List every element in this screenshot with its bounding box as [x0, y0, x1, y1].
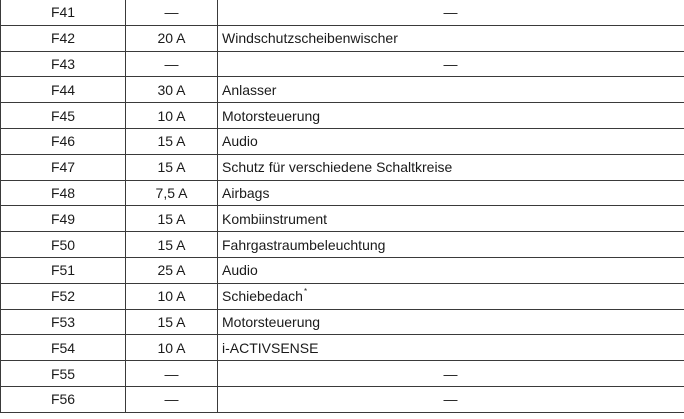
description-cell	[218, 77, 684, 103]
description-cell	[218, 51, 684, 77]
fuse-number-cell: F48	[1, 180, 126, 206]
fuse-number-cell: F43	[1, 51, 126, 77]
description-text: Fahrgastraumbeleuchtung	[222, 236, 386, 253]
footnote-marker: *	[303, 287, 308, 297]
description-text: Motorsteuerung	[222, 313, 321, 330]
table-row	[1, 128, 684, 154]
table-row	[1, 309, 684, 335]
description-text: Audio	[222, 262, 258, 279]
description-cell	[218, 335, 684, 361]
table-row	[1, 361, 684, 387]
fuse-number-cell: F55	[1, 361, 126, 387]
description-text: Schiebedach	[222, 288, 303, 305]
fuse-number-cell: F42	[1, 25, 126, 51]
description-text: —	[443, 365, 458, 382]
description-text: Audio	[222, 133, 258, 150]
description-cell	[218, 309, 684, 335]
table-row	[1, 180, 684, 206]
amperage-cell: 15 A	[126, 154, 218, 180]
fuse-number-cell: F52	[1, 283, 126, 309]
amperage-cell: —	[126, 386, 218, 412]
fuse-number-cell: F50	[1, 232, 126, 258]
table-row	[1, 0, 684, 25]
amperage-cell: —	[126, 361, 218, 387]
amperage-cell: —	[126, 51, 218, 77]
table-row	[1, 257, 684, 283]
fuse-number-cell: F56	[1, 386, 126, 412]
table-row	[1, 206, 684, 232]
table-row	[1, 283, 684, 309]
fuse-number-cell: F45	[1, 103, 126, 129]
table-row	[1, 51, 684, 77]
amperage-cell: 10 A	[126, 283, 218, 309]
table-row	[1, 154, 684, 180]
description-text: Schutz für verschiedene Schaltkreise	[222, 159, 453, 176]
fuse-number-cell: F44	[1, 77, 126, 103]
table-row	[1, 77, 684, 103]
fuse-table-body	[1, 0, 684, 412]
table-row	[1, 25, 684, 51]
description-text: Kombiinstrument	[222, 210, 328, 227]
description-text: i-ACTIVSENSE	[222, 339, 319, 356]
amperage-cell: 10 A	[126, 103, 218, 129]
description-cell	[218, 25, 684, 51]
amperage-cell: —	[126, 0, 218, 25]
fuse-number-cell: F51	[1, 257, 126, 283]
amperage-cell: 20 A	[126, 25, 218, 51]
description-cell	[218, 232, 684, 258]
description-text: —	[443, 55, 458, 72]
fuse-number-cell: F47	[1, 154, 126, 180]
description-text: Airbags	[222, 184, 270, 201]
description-text: Anlasser	[222, 81, 277, 98]
table-row	[1, 386, 684, 412]
fuse-number-cell: F41	[1, 0, 126, 25]
description-cell	[218, 257, 684, 283]
fuse-number-cell: F54	[1, 335, 126, 361]
amperage-cell: 30 A	[126, 77, 218, 103]
description-cell	[218, 103, 684, 129]
description-text: Windschutzscheibenwischer	[222, 30, 398, 47]
description-text: Motorsteuerung	[222, 107, 321, 124]
description-cell	[218, 283, 684, 309]
fuse-number-cell: F46	[1, 128, 126, 154]
table-row	[1, 232, 684, 258]
description-cell	[218, 154, 684, 180]
fuse-number-cell: F49	[1, 206, 126, 232]
amperage-cell: 15 A	[126, 128, 218, 154]
description-cell	[218, 180, 684, 206]
description-cell	[218, 128, 684, 154]
fuse-number-cell: F53	[1, 309, 126, 335]
table-row	[1, 335, 684, 361]
description-text: —	[443, 4, 458, 21]
description-text: —	[443, 391, 458, 408]
amperage-cell: 10 A	[126, 335, 218, 361]
description-cell	[218, 386, 684, 412]
table-row	[1, 103, 684, 129]
description-cell	[218, 0, 684, 25]
amperage-cell: 7,5 A	[126, 180, 218, 206]
amperage-cell: 15 A	[126, 309, 218, 335]
description-cell	[218, 361, 684, 387]
amperage-cell: 15 A	[126, 232, 218, 258]
amperage-cell: 25 A	[126, 257, 218, 283]
description-cell	[218, 206, 684, 232]
amperage-cell: 15 A	[126, 206, 218, 232]
